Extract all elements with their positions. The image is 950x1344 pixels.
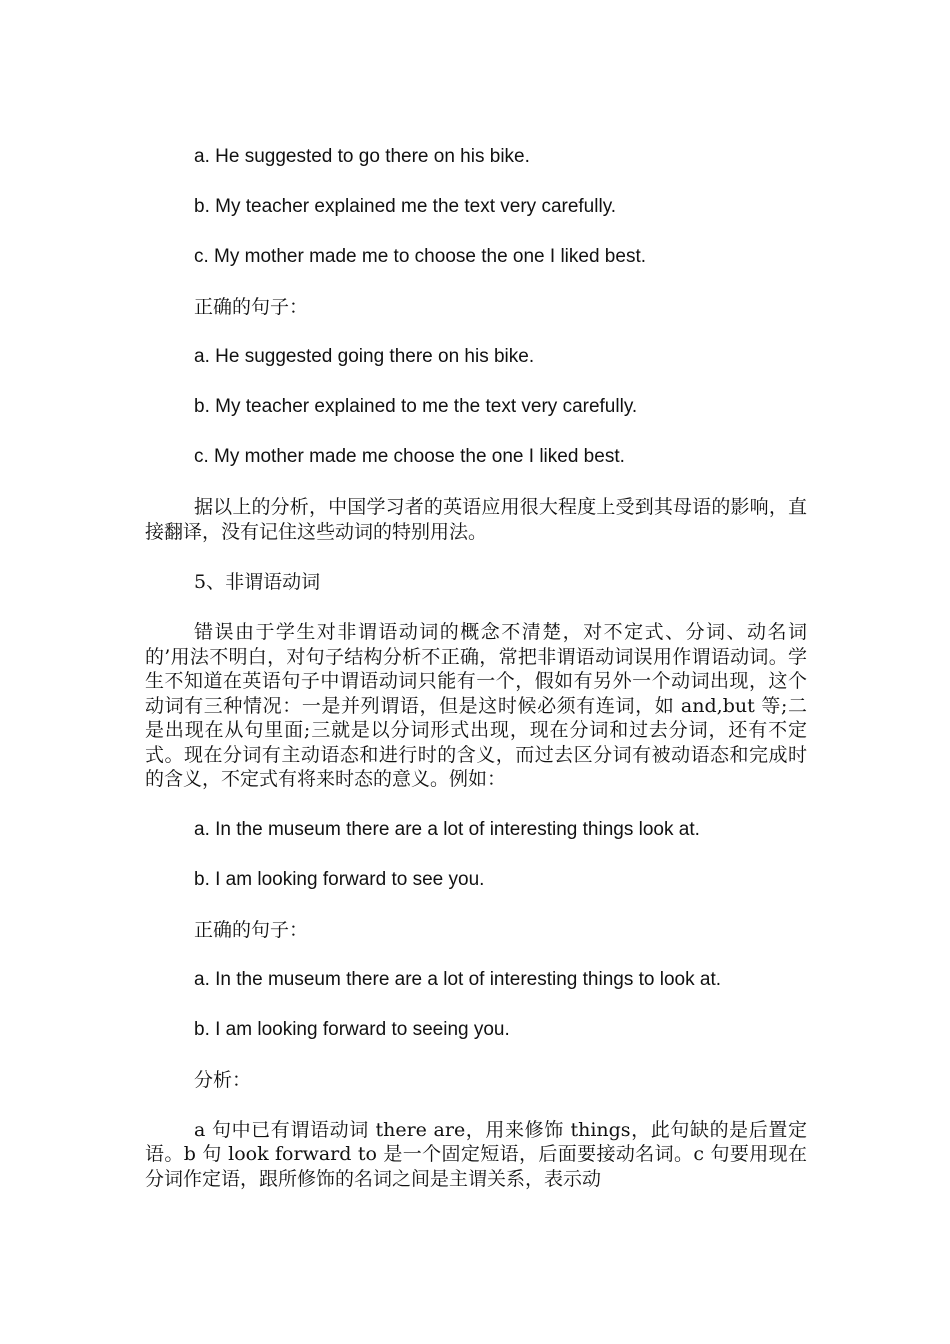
example-sentence-a-correct: a. He suggested going there on his bike. [194, 346, 535, 367]
analysis-heading: 分析： [194, 1068, 252, 1091]
final-analysis-paragraph: a 句中已有谓语动词 there are，用来修饰 things，此句缺的是后置定语。b 句 look forward to 是一个固定短语，后面要接动名词。c 句要用现在分词作定语，跟所修饰的名词之间是主谓关系，表示动 [145, 1118, 807, 1190]
example-sentence-b-wrong-2: b. I am looking forward to see you. [194, 868, 485, 890]
section-heading-5: 5、非谓语动词 [194, 571, 321, 593]
example-sentence-c-correct: c. My mother made me choose the one I liked best. [194, 446, 625, 467]
correct-sentences-heading-2: 正确的句子： [194, 918, 309, 941]
document-body [145, 145, 807, 1217]
example-sentence-b-correct-2: b. I am looking forward to seeing you. [194, 1018, 510, 1040]
nonfinite-verbs-paragraph: 错误由于学生对非谓语动词的概念不清楚，对不定式、分词、动名词的’用法不明白，对句子结构分析不正确，常把非谓语动词误用作谓语动词。学生不知道在英语句子中谓语动词只能有一个，假如有另外一个动词出现，这个动词有三种情况：一是并列谓语，但是这时候必须有连词，如 and,but 等;二是出现在从句里面;三就是以分词形式出现，现在分词和过去分词，还有不定式。现在分词有主动语态和进行时的含义，而过去区分词有被动语态和完成时的含义，不定式有将来时态的意义。例如： [145, 621, 807, 790]
correct-sentences-heading: 正确的句子： [194, 296, 309, 318]
example-sentence-b-correct: b. My teacher explained to me the text very carefully. [194, 396, 638, 417]
example-sentence-b-wrong: b. My teacher explained me the text very carefully. [194, 196, 617, 217]
example-sentence-c-wrong: c. My mother made me to choose the one I liked best. [194, 246, 647, 267]
example-sentence-a-wrong-2: a. In the museum there are a lot of interesting things look at. [194, 818, 700, 840]
example-sentence-a-correct-2: a. In the museum there are a lot of interesting things to look at. [194, 968, 722, 990]
analysis-paragraph: 据以上的分析，中国学习者的英语应用很大程度上受到其母语的影响，直接翻译，没有记住这些动词的特别用法。 [145, 496, 807, 543]
example-sentence-a-wrong: a. He suggested to go there on his bike. [194, 146, 530, 167]
